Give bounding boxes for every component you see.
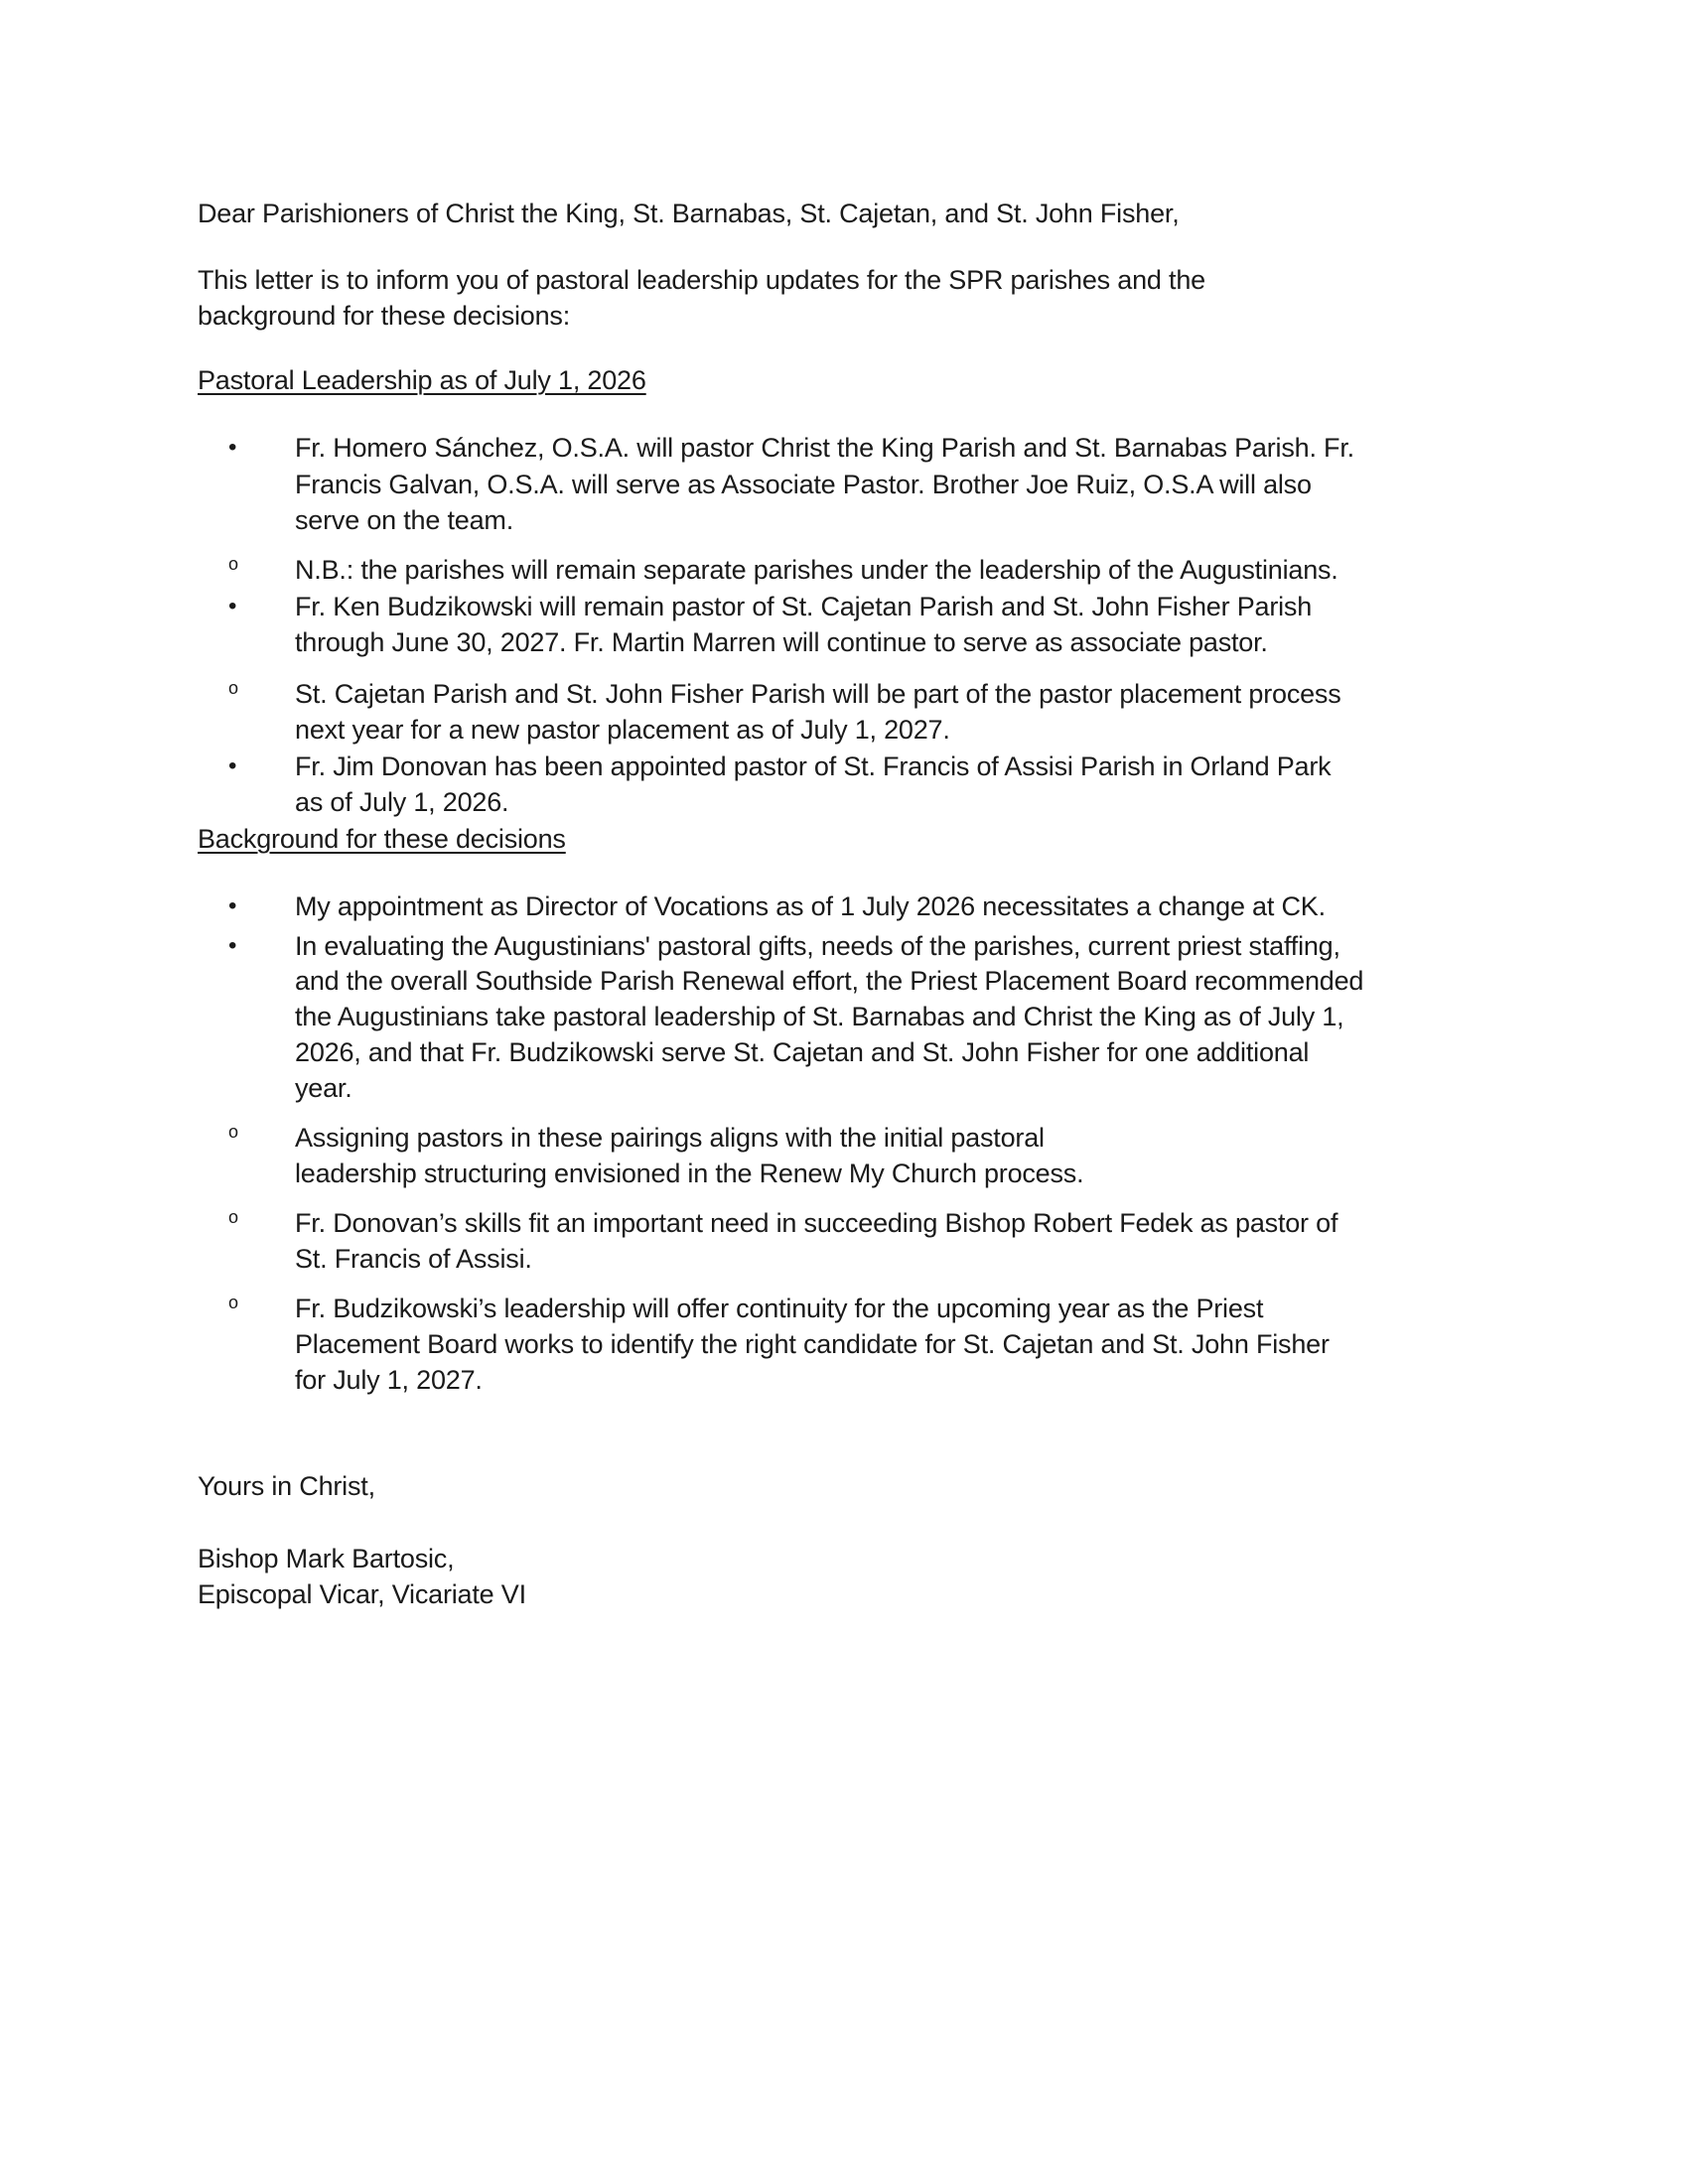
hollow-bullet-icon: o [228,1122,239,1142]
closing: Yours in Christ, [198,1471,375,1501]
list-item-line: through June 30, 2027. Fr. Martin Marren will continue to serve as associate pastor. [295,627,1268,657]
hollow-bullet-icon: o [228,678,239,698]
bullet-icon: • [228,752,237,779]
bullet-icon: • [228,434,237,461]
hollow-bullet-icon: o [228,1293,239,1312]
section-heading-pastoral-leadership: Pastoral Leadership as of July 1, 2026 [198,365,646,395]
section-heading-background: Background for these decisions [198,824,566,854]
signature-name: Bishop Mark Bartosic, [198,1544,455,1573]
intro-line: background for these decisions: [198,301,571,331]
list-item-line: as of July 1, 2026. [295,787,509,817]
list-item-line: year. [295,1073,352,1103]
bullet-icon: • [228,593,237,619]
list-item-line: My appointment as Director of Vocations as of 1 July 2026 necessitates a change at CK. [295,891,1326,921]
list-item-line: leadership structuring envisioned in the Renew My Church process. [295,1159,1084,1188]
bullet-icon: • [228,892,237,919]
list-item-line: Fr. Budzikowski’s leadership will offer continuity for the upcoming year as the Priest [295,1294,1264,1323]
list-item-line: Fr. Donovan’s skills fit an important need in succeeding Bishop Robert Fedek as pastor of [295,1208,1338,1238]
list-item-line: Placement Board works to identify the right candidate for St. Cajetan and St. John Fisher [295,1329,1330,1359]
list-item-line: St. Francis of Assisi. [295,1244,532,1274]
list-item-line: for July 1, 2027. [295,1365,483,1395]
bullet-icon: • [228,932,237,959]
list-item-line: next year for a new pastor placement as of July 1, 2027. [295,715,950,745]
list-item-line: serve on the team. [295,505,514,535]
intro-line: This letter is to inform you of pastoral leadership updates for the SPR parishes and the [198,265,1205,295]
salutation: Dear Parishioners of Christ the King, St. Barnabas, St. Cajetan, and St. John Fisher, [198,199,1180,228]
list-item-line: Fr. Jim Donovan has been appointed pastor of St. Francis of Assisi Parish in Orland Park [295,751,1332,781]
list-item-line: and the overall Southside Parish Renewal effort, the Priest Placement Board recommended [295,966,1364,996]
list-item-line: Fr. Homero Sánchez, O.S.A. will pastor Christ the King Parish and St. Barnabas Parish. Fr. [295,433,1354,463]
list-item-line: 2026, and that Fr. Budzikowski serve St. Cajetan and St. John Fisher for one additional [295,1037,1310,1067]
list-item-line: the Augustinians take pastoral leadership of St. Barnabas and Christ the King as of July 1, [295,1002,1344,1031]
hollow-bullet-icon: o [228,554,239,574]
list-item-line: Assigning pastors in these pairings aligns with the initial pastoral [295,1123,1045,1153]
list-item-line: In evaluating the Augustinians' pastoral gifts, needs of the parishes, current priest staffing, [295,931,1340,961]
hollow-bullet-icon: o [228,1207,239,1227]
list-item-line: N.B.: the parishes will remain separate parishes under the leadership of the Augustinians. [295,555,1338,585]
signature-title: Episcopal Vicar, Vicariate VI [198,1579,526,1609]
list-item-line: Francis Galvan, O.S.A. will serve as Associate Pastor. Brother Joe Ruiz, O.S.A will also [295,470,1312,499]
list-item-line: Fr. Ken Budzikowski will remain pastor of St. Cajetan Parish and St. John Fisher Parish [295,592,1313,621]
list-item-line: St. Cajetan Parish and St. John Fisher Parish will be part of the pastor placement process [295,679,1341,709]
